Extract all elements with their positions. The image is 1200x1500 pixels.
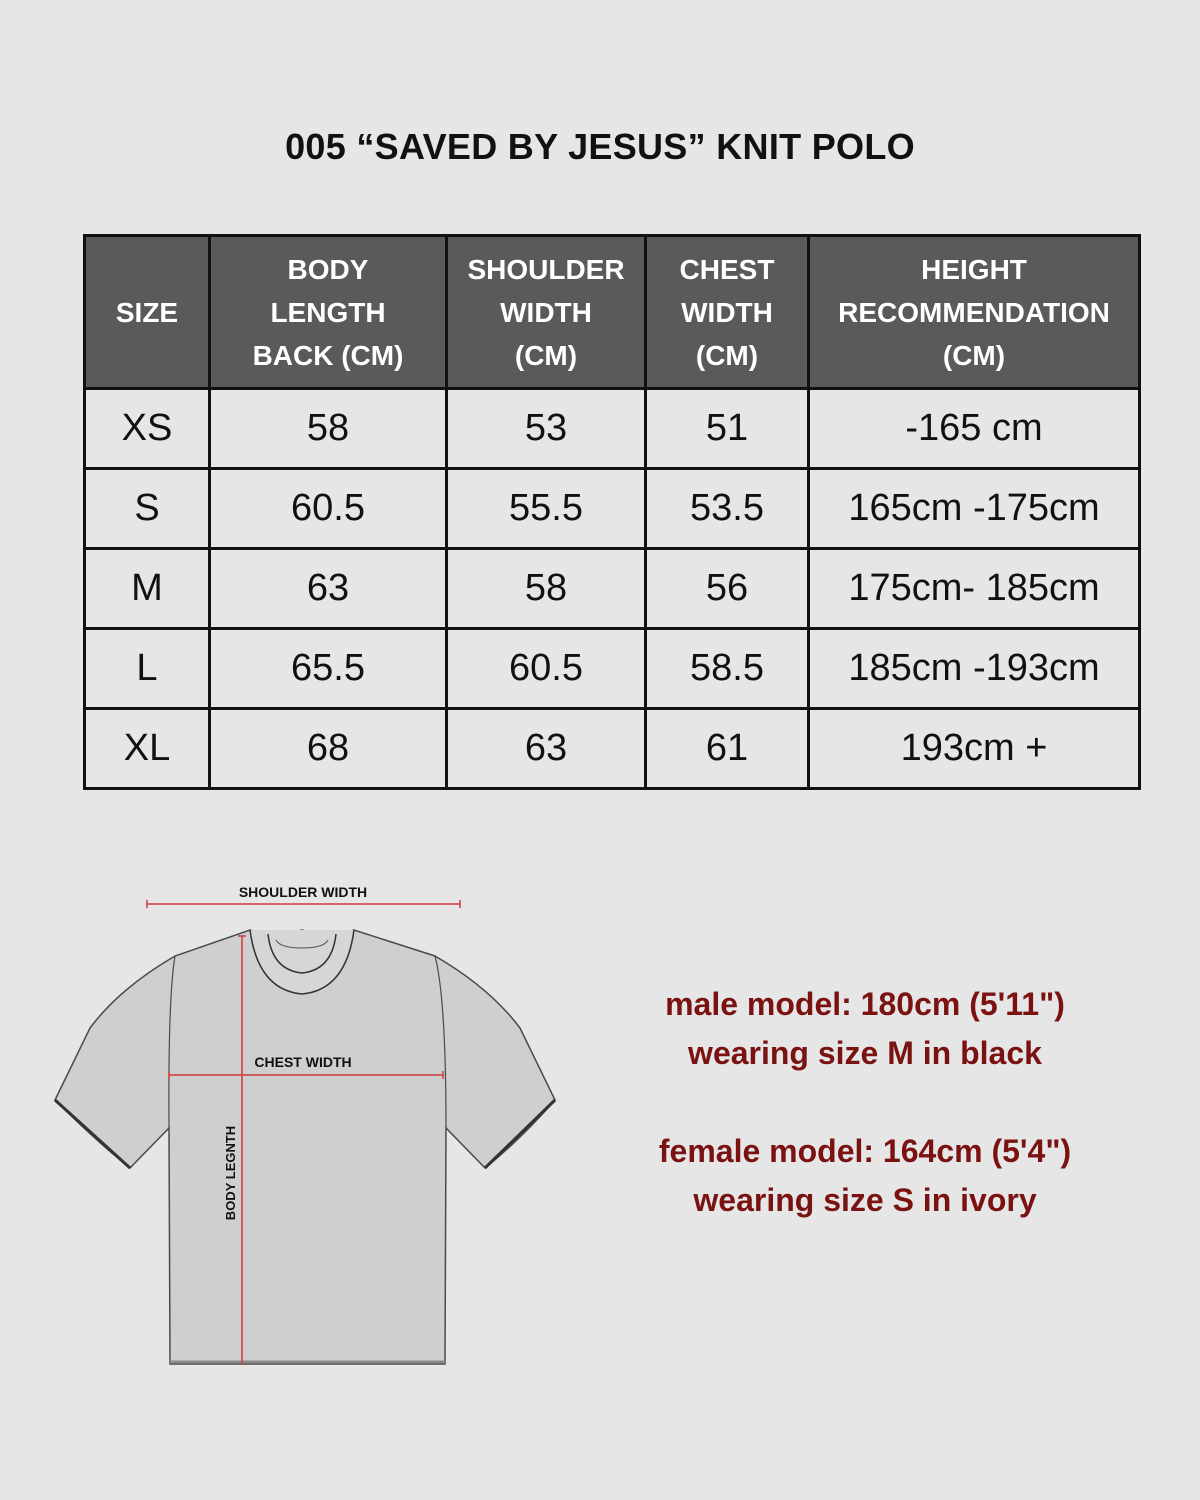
tshirt-measurement-diagram: [50, 878, 570, 1378]
header-height-recommendation: HEIGHT RECOMMENDATION (CM): [809, 236, 1140, 389]
table-header-row: [85, 236, 1140, 389]
cell-body-length: 58: [210, 389, 447, 469]
cell-body-length: 68: [210, 709, 447, 789]
male-model-info: male model: 180cm (5'11"): [665, 986, 1065, 1022]
female-model-size: wearing size S in ivory: [693, 1182, 1037, 1218]
tshirt-icon: [55, 930, 555, 1364]
cell-height: 185cm -193cm: [809, 629, 1140, 709]
header-size: SIZE: [85, 236, 210, 389]
cell-height: 175cm- 185cm: [809, 549, 1140, 629]
cell-shoulder-width: 53: [447, 389, 646, 469]
cell-chest-width: 51: [646, 389, 809, 469]
model-notes: [600, 980, 1130, 1225]
cell-body-length: 63: [210, 549, 447, 629]
cell-height: 193cm +: [809, 709, 1140, 789]
header-chest-width: CHEST WIDTH (CM): [646, 236, 809, 389]
cell-shoulder-width: 60.5: [447, 629, 646, 709]
cell-body-length: 65.5: [210, 629, 447, 709]
header-shoulder-width: SHOULDER WIDTH (CM): [447, 236, 646, 389]
table-row: [85, 389, 1140, 469]
female-model-info: female model: 164cm (5'4"): [658, 1133, 1072, 1169]
cell-height: 165cm -175cm: [809, 469, 1140, 549]
page-title: 005 “SAVED BY JESUS” KNIT POLO: [285, 126, 915, 167]
table-row: [85, 629, 1140, 709]
cell-size: S: [85, 469, 210, 549]
cell-size: M: [85, 549, 210, 629]
chest-width-label: CHEST WIDTH: [254, 1054, 352, 1070]
body-length-label: BODY LEGNTH: [223, 1125, 238, 1221]
cell-size: XS: [85, 389, 210, 469]
cell-size: XL: [85, 709, 210, 789]
cell-height: -165 cm: [809, 389, 1140, 469]
cell-body-length: 60.5: [210, 469, 447, 549]
cell-chest-width: 56: [646, 549, 809, 629]
size-chart-table: [83, 234, 1141, 790]
cell-shoulder-width: 63: [447, 709, 646, 789]
male-model-size: wearing size M in black: [688, 1035, 1042, 1071]
header-body-length: BODY LENGTH BACK (CM): [210, 236, 447, 389]
cell-size: L: [85, 629, 210, 709]
shoulder-width-label: SHOULDER WIDTH: [238, 884, 368, 900]
cell-chest-width: 53.5: [646, 469, 809, 549]
table-row: [85, 709, 1140, 789]
table-row: [85, 469, 1140, 549]
cell-shoulder-width: 55.5: [447, 469, 646, 549]
table-row: [85, 549, 1140, 629]
cell-shoulder-width: 58: [447, 549, 646, 629]
cell-chest-width: 61: [646, 709, 809, 789]
cell-chest-width: 58.5: [646, 629, 809, 709]
